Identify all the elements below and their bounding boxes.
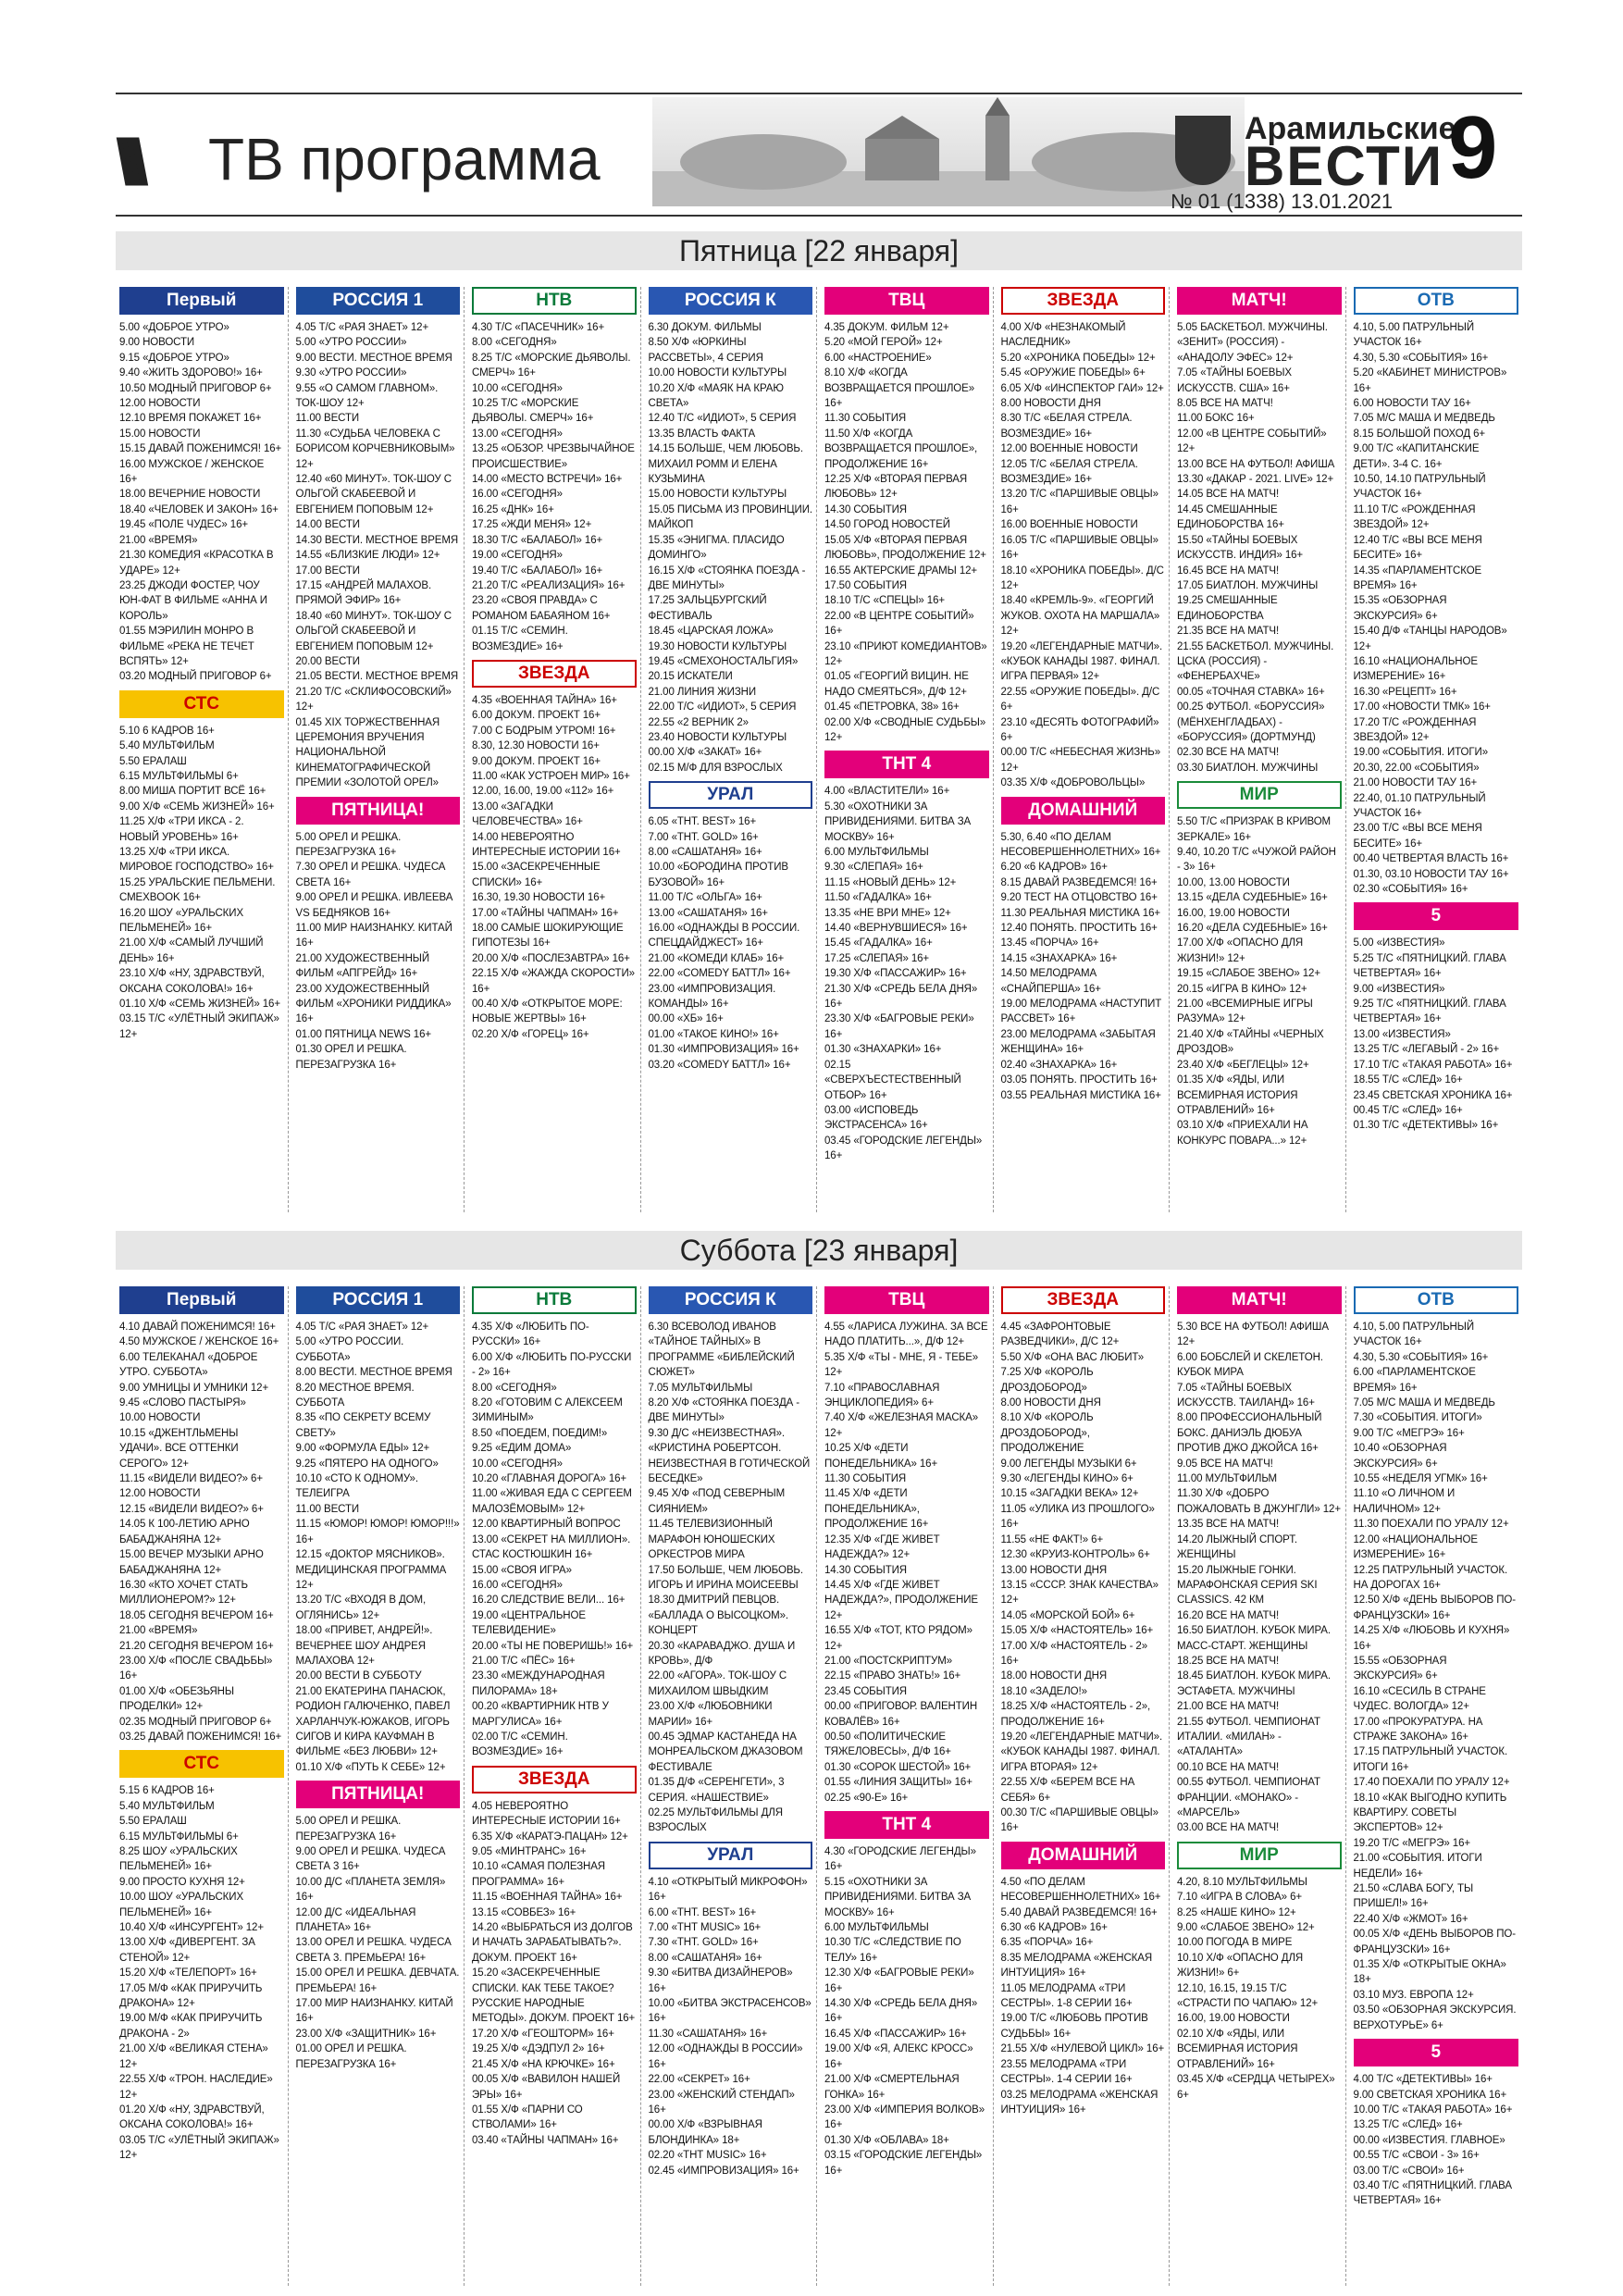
channel-program-list: 5.30, 6.40 «ПО ДЕЛАМ НЕСОВЕРШЕННОЛЕТНИХ» 16+ 6.20 «6 КАДРОВ» 16+ 8.15 ДАВАЙ РАЗВЕДЕМСЯ! 16+ 9.20 ТЕСТ НА ОТЦОВСТВО 16+ 11.30 РЕАЛЬНАЯ МИСТИКА 16+ 12.40 ПОНЯТЬ. ПРОСТИТЬ 16+ 13.45 «ПОРЧА» 16+ 14.15 «ЗНАХАРКА» 16+ 14.50 МЕЛОДРАМА «СНАЙПЕРША» 16+ 19.00 МЕЛОДРАМА «НАСТУПИТ РАССВЕТ» 16+ 23.00 МЕЛОДРАМА «ЗАБЫТАЯ ЖЕНЩИНА» 16+ 02.40 «ЗНАХАРКА» 16+ 03.05 ПОНЯТЬ. ПРОСТИТЬ 16+ 03.55 РЕАЛЬНАЯ МИСТИКА 16+ <box>1000 831 1162 1101</box>
channel-logo: РОССИЯ 1 <box>296 1286 461 1314</box>
channel-program-list: 4.35 ДОКУМ. ФИЛЬМ 12+ 5.20 «МОЙ ГЕРОЙ» 12+ 6.00 «НАСТРОЕНИЕ» 8.10 Х/Ф «КОГДА ВОЗВРАЩАЕТСЯ ПРОШЛОЕ» 16+ 11.30 СОБЫТИЯ 11.50 Х/Ф «КОГДА ВОЗВРАЩАЕТСЯ ПРОШЛОЕ», ПРОДОЛЖЕНИЕ 16+ 12.25 Х/Ф «ВТОРАЯ ПЕРВАЯ ЛЮБОВЬ» 12+ 14.30 СОБЫТИЯ 14.50 ГОРОД НОВОСТЕЙ 15.05 Х/Ф «ВТОРАЯ ПЕРВАЯ ЛЮБОВЬ», ПРОДОЛЖЕНИЕ 12+ 16.55 АКТЕРСКИЕ ДРАМЫ 12+ 17.50 СОБЫТИЯ 18.10 Т/С «СПЕЦЫ» 16+ 22.00 «В ЦЕНТРЕ СОБЫТИЙ» 16+ 23.10 «ПРИЮТ КОМЕДИАНТОВ» 12+ 01.05 «ГЕОРГИЙ ВИЦИН. НЕ НАДО СМЕЯТЬСЯ», Д/Ф 12+ 01.45 «ПЕТРОВКА, 38» 16+ 02.00 Х/Ф «СВОДНЫЕ СУДЬБЫ» 12+ <box>824 322 987 743</box>
channel-program-list: 5.00 «ДОБРОЕ УТРО» 9.00 НОВОСТИ 9.15 «ДОБРОЕ УТРО» 9.40 «ЖИТЬ ЗДОРОВО!» 16+ 10.50 МОДНЫЙ ПРИГОВОР 6+ 12.00 НОВОСТИ 12.10 ВРЕМЯ ПОКАЖЕТ 16+ 15.00 НОВОСТИ 15.15 ДАВАЙ ПОЖЕНИМСЯ! 16+ 16.00 МУЖСКОЕ / ЖЕНСКОЕ 16+ 18.00 ВЕЧЕРНИЕ НОВОСТИ 18.40 «ЧЕЛОВЕК И ЗАКОН» 16+ 19.45 «ПОЛЕ ЧУДЕС» 16+ 21.00 «ВРЕМЯ» 21.30 КОМЕДИЯ «КРАСОТКА В УДАРЕ» 12+ 23.25 ДЖОДИ ФОСТЕР, ЧОУ ЮН-ФАТ В ФИЛЬМЕ «АННА И КОРОЛЬ» 01.55 МЭРИЛИН МОНРО В ФИЛЬМЕ «РЕКА НЕ ТЕЧЕТ ВСПЯТЬ» 12+ 03.20 МОДНЫЙ ПРИГОВОР 6+ <box>119 322 282 683</box>
schedule-column <box>292 287 465 1212</box>
channel-program-list: 4.20, 8.10 МУЛЬТФИЛЬМЫ 7.10 «ИГРА В СЛОВА» 6+ 8.25 «НАШЕ КИНО» 12+ 9.00 «СЛАБОЕ ЗВЕНО» 12+ 10.00 ПОГОДА В МИРЕ 10.10 Х/Ф «ОПАСНО ДЛЯ ЖИЗНИ!» 6+ 12.10, 16.15, 19.15 Т/С «СТРАСТИ ПО ЧАПАЮ» 12+ 16.00, 19.00 НОВОСТИ 02.10 Х/Ф «ЯДЫ, ИЛИ ВСЕМИРНАЯ ИСТОРИЯ ОТРАВЛЕНИЙ» 16+ 03.45 Х/Ф «СЕРДЦА ЧЕТЫРЕХ» 6+ <box>1177 1876 1335 2101</box>
channel-logo: ТВЦ <box>824 287 989 315</box>
schedule-column <box>1173 287 1346 1212</box>
channel-program-list: 4.10 ДАВАЙ ПОЖЕНИМСЯ! 16+ 4.50 МУЖСКОЕ / ЖЕНСКОЕ 16+ 6.00 ТЕЛЕКАНАЛ «ДОБРОЕ УТРО. СУББОТА» 9.00 УМНИЦЫ И УМНИКИ 12+ 9.45 «СЛОВО ПАСТЫРЯ» 10.00 НОВОСТИ 10.15 «ДЖЕНТЛЬМЕНЫ УДАЧИ». ВСЕ ОТТЕНКИ СЕРОГО» 12+ 11.15 «ВИДЕЛИ ВИДЕО?» 6+ 12.00 НОВОСТИ 12.15 «ВИДЕЛИ ВИДЕО?» 6+ 14.05 К 100-ЛЕТИЮ АРНО БАБАДЖАНЯНА 12+ 15.00 ВЕЧЕР МУЗЫКИ АРНО БАБАДЖАНЯНА 12+ 16.30 «КТО ХОЧЕТ СТАТЬ МИЛЛИОНЕРОМ?» 12+ 18.05 СЕГОДНЯ ВЕЧЕРОМ 16+ 21.00 «ВРЕМЯ» 21.20 СЕГОДНЯ ВЕЧЕРОМ 16+ 23.00 Х/Ф «ПОСЛЕ СВАДЬБЫ» 16+ 01.00 Х/Ф «ОБЕЗЬЯНЫ ПРОДЕЛКИ» 12+ 02.35 МОДНЫЙ ПРИГОВОР 6+ 03.25 ДАВАЙ ПОЖЕНИМСЯ! 16+ <box>119 1322 282 1743</box>
channel-logo: НТВ <box>472 287 637 315</box>
top-rule <box>116 93 1522 94</box>
header-rule <box>116 215 1522 217</box>
schedule-column <box>116 287 289 1212</box>
channel-program-list: 5.05 БАСКЕТБОЛ. МУЖЧИНЫ. «ЗЕНИТ» (РОССИЯ) - «АНАДОЛУ ЭФЕС» 12+ 7.05 «ТАЙНЫ БОЕВЫХ ИСКУССТВ. США» 16+ 8.05 ВСЕ НА МАТЧ! 11.00 БОКС 16+ 12.00 «В ЦЕНТРЕ СОБЫТИЙ» 12+ 13.00 ВСЕ НА ФУТБОЛ! АФИША 13.30 «ДАКАР - 2021. LIVE» 12+ 14.05 ВСЕ НА МАТЧ! 14.45 СМЕШАННЫЕ ЕДИНОБОРСТВА 16+ 15.50 «ТАЙНЫ БОЕВЫХ ИСКУССТВ. ИНДИЯ» 16+ 16.45 ВСЕ НА МАТЧ! 17.05 БИАТЛОН. МУЖЧИНЫ 19.25 СМЕШАННЫЕ ЕДИНОБОРСТВА 21.35 ВСЕ НА МАТЧ! 21.55 БАСКЕТБОЛ. МУЖЧИНЫ. ЦСКА (РОССИЯ) - «ФЕНЕРБАХЧЕ» 00.05 «ТОЧНАЯ СТАВКА» 16+ 00.25 ФУТБОЛ. «БОРУССИЯ» (МЁНХЕНГЛАДБАХ) - «БОРУССИЯ» (ДОРТМУНД) 02.30 ВСЕ НА МАТЧ! 03.30 БИАТЛОН. МУЖЧИНЫ <box>1177 322 1335 774</box>
masthead <box>116 97 1522 213</box>
channel-program-list: 4.10, 5.00 ПАТРУЛЬНЫЙ УЧАСТОК 16+ 4.30, 5.30 «СОБЫТИЯ» 16+ 6.00 «ПАРЛАМЕНТСКОЕ ВРЕМЯ» 16+ 7.05 М/С МАША И МЕДВЕДЬ 7.30 «СОБЫТИЯ. ИТОГИ» 9.00 Т/С «МЕГРЭ» 16+ 10.40 «ОБЗОРНАЯ ЭКСКУРСИЯ» 6+ 10.55 «НЕДЕЛЯ УГМК» 16+ 11.10 «О ЛИЧНОМ И НАЛИЧНОМ» 12+ 11.30 ПОЕХАЛИ ПО УРАЛУ 12+ 12.00 «НАЦИОНАЛЬНОЕ ИЗМЕРЕНИЕ» 16+ 12.25 ПАТРУЛЬНЫЙ УЧАСТОК. НА ДОРОГАХ 16+ 12.50 Х/Ф «ДЕНЬ ВЫБОРОВ ПО-ФРАНЦУЗСКИ» 16+ 14.25 Х/Ф «ЛЮБОВЬ И КУХНЯ» 16+ 15.55 «ОБЗОРНАЯ ЭКСКУРСИЯ» 6+ 16.10 «СЕСИЛЬ В СТРАНЕ ЧУДЕС. ВОЛОГДА» 12+ 17.00 «ПРОКУРАТУРА. НА СТРАЖЕ ЗАКОНА» 16+ 17.15 ПАТРУЛЬНЫЙ УЧАСТОК. ИТОГИ 16+ 17.40 ПОЕХАЛИ ПО УРАЛУ 12+ 18.10 «КАК ВЫГОДНО КУПИТЬ КВАРТИРУ. СОВЕТЫ ЭКСПЕРТОВ» 12+ 19.20 Т/С «МЕГРЭ» 16+ 21.00 «СОБЫТИЯ. ИТОГИ НЕДЕЛИ» 16+ 21.50 «СЛАВА БОГУ, ТЫ ПРИШЕЛ!» 16+ 22.40 Х/Ф «ЖМОТ» 16+ 00.05 Х/Ф «ДЕНЬ ВЫБОРОВ ПО-ФРАНЦУЗСКИ» 16+ 01.35 Х/Ф «ОТКРЫТЫЕ ОКНА» 18+ 03.10 МУЗ. ЕВРОПА 12+ 03.50 «ОБЗОРНАЯ ЭКСКУРСИЯ. ВЕРХОТУРЬЕ» 6+ <box>1353 1322 1517 2031</box>
channel-logo: МАТЧ! <box>1177 1286 1342 1314</box>
schedule-column <box>997 1286 1171 2286</box>
schedule-column <box>997 287 1171 1212</box>
schedule-column <box>116 1286 289 2286</box>
channel-program-list: 4.35 «ВОЕННАЯ ТАЙНА» 16+ 6.00 ДОКУМ. ПРОЕКТ 16+ 7.00 С БОДРЫМ УТРОМ! 16+ 8.30, 12.30 НОВОСТИ 16+ 9.00 ДОКУМ. ПРОЕКТ 16+ 11.00 «КАК УСТРОЕН МИР» 16+ 12.00, 16.00, 19.00 «112» 16+ 13.00 «ЗАГАДКИ ЧЕЛОВЕЧЕСТВА» 16+ 14.00 НЕВЕРОЯТНО ИНТЕРЕСНЫЕ ИСТОРИИ 16+ 15.00 «ЗАСЕКРЕЧЕННЫЕ СПИСКИ» 16+ 16.30, 19.30 НОВОСТИ 16+ 17.00 «ТАЙНЫ ЧАПМАН» 16+ 18.00 САМЫЕ ШОКИРУЮЩИЕ ГИПОТЕЗЫ 16+ 20.00 Х/Ф «ПОСЛЕЗАВТРА» 16+ 22.15 Х/Ф «ЖАЖДА СКОРОСТИ» 16+ 00.40 Х/Ф «ОТКРЫТОЕ МОРЕ: НОВЫЕ ЖЕРТВЫ» 16+ 02.20 Х/Ф «ГОРЕЦ» 16+ <box>472 694 635 1040</box>
channel-logo: СТС <box>119 1750 284 1778</box>
channel-program-list: 4.30 «ГОРОДСКИЕ ЛЕГЕНДЫ» 16+ 5.15 «ОХОТНИКИ ЗА ПРИВИДЕНИЯМИ. БИТВА ЗА МОСКВУ» 16+ 6.00 МУЛЬТФИЛЬМЫ 10.30 Т/С «СЛЕДСТВИЕ ПО ТЕЛУ» 16+ 12.30 Х/Ф «БАГРОВЫЕ РЕКИ» 16+ 14.30 Х/Ф «СРЕДЬ БЕЛА ДНЯ» 16+ 16.45 Х/Ф «ПАССАЖИР» 16+ 19.00 Х/Ф «Я, АЛЕКС КРОСС» 16+ 21.00 Х/Ф «СМЕРТЕЛЬНАЯ ГОНКА» 16+ 23.00 Х/Ф «ИМПЕРИЯ ВОЛКОВ» 16+ 01.30 Х/Ф «ОБЛАВА» 18+ 03.15 «ГОРОДСКИЕ ЛЕГЕНДЫ» 16+ <box>824 1846 985 2177</box>
channel-logo: ТНТ 4 <box>824 1811 989 1839</box>
channel-program-list: 4.00 Х/Ф «НЕЗНАКОМЫЙ НАСЛЕДНИК» 5.20 «ХРОНИКА ПОБЕДЫ» 12+ 5.45 «ОРУЖИЕ ПОБЕДЫ» 6+ 6.05 Х/Ф «ИНСПЕКТОР ГАИ» 12+ 8.00 НОВОСТИ ДНЯ 8.30 Т/С «БЕЛАЯ СТРЕЛА. ВОЗМЕЗДИЕ» 16+ 12.00 ВОЕННЫЕ НОВОСТИ 12.05 Т/С «БЕЛАЯ СТРЕЛА. ВОЗМЕЗДИЕ» 16+ 13.20 Т/С «ПАРШИВЫЕ ОВЦЫ» 16+ 16.00 ВОЕННЫЕ НОВОСТИ 16.05 Т/С «ПАРШИВЫЕ ОВЦЫ» 16+ 18.10 «ХРОНИКА ПОБЕДЫ». Д/С 12+ 18.40 «КРЕМЛЬ-9». «ГЕОРГИЙ ЖУКОВ. ОХОТА НА МАРШАЛА» 12+ 19.20 «ЛЕГЕНДАРНЫЕ МАТЧИ». «КУБОК КАНАДЫ 1987. ФИНАЛ. ИГРА ПЕРВАЯ» 12+ 22.55 «ОРУЖИЕ ПОБЕДЫ». Д/С 6+ 23.10 «ДЕСЯТЬ ФОТОГРАФИЙ» 6+ 00.00 Т/С «НЕБЕСНАЯ ЖИЗНЬ» 12+ 03.35 Х/Ф «ДОБРОВОЛЬЦЫ» <box>1000 322 1164 789</box>
channel-program-list: 6.30 ДОКУМ. ФИЛЬМЫ 8.50 Х/Ф «ЮРКИНЫ РАССВЕТЫ», 4 СЕРИЯ 10.00 НОВОСТИ КУЛЬТУРЫ 10.20 Х/Ф «МАЯК НА КРАЮ СВЕТА» 12.40 Т/С «ИДИОТ», 5 СЕРИЯ 13.35 ВЛАСТЬ ФАКТА 14.15 БОЛЬШЕ, ЧЕМ ЛЮБОВЬ. МИХАИЛ РОММ И ЕЛЕНА КУЗЬМИНА 15.00 НОВОСТИ КУЛЬТУРЫ 15.05 ПИСЬМА ИЗ ПРОВИНЦИИ. МАЙКОП 15.35 «ЭНИГМА. ПЛАСИДО ДОМИНГО» 16.15 Х/Ф «СТОЯНКА ПОЕЗДА - ДВЕ МИНУТЫ» 17.25 ЗАЛЬЦБУРГСКИЙ ФЕСТИВАЛЬ 18.45 «ЦАРСКАЯ ЛОЖА» 19.30 НОВОСТИ КУЛЬТУРЫ 19.45 «СМЕХОНОСТАЛЬГИЯ» 20.15 ИСКАТЕЛИ 21.00 ЛИНИЯ ЖИЗНИ 22.00 Т/С «ИДИОТ», 5 СЕРИЯ 22.55 «2 ВЕРНИК 2» 23.40 НОВОСТИ КУЛЬТУРЫ 00.00 Х/Ф «ЗАКАТ» 16+ 02.15 М/Ф ДЛЯ ВЗРОСЛЫХ <box>648 322 812 774</box>
day-heading-saturday: Суббота [23 января] <box>116 1231 1522 1270</box>
channel-logo: ЗВЕЗДА <box>472 660 637 688</box>
channel-logo: ПЯТНИЦА! <box>296 797 461 825</box>
channel-logo: ДОМАШНИЙ <box>1001 797 1166 825</box>
channel-logo: СТС <box>119 690 284 718</box>
channel-program-list: 5.30 ВСЕ НА ФУТБОЛ! АФИША 12+ 6.00 БОБСЛЕЙ И СКЕЛЕТОН. КУБОК МИРА 7.05 «ТАЙНЫ БОЕВЫХ ИСКУССТВ. ТАИЛАНД» 16+ 8.00 ПРОФЕССИОНАЛЬНЫЙ БОКС. ДАНИЭЛЬ ДЮБУА ПРОТИВ ДЖО ДЖОЙСА 16+ 9.05 ВСЕ НА МАТЧ! 11.00 МУЛЬТФИЛЬМ 11.30 Х/Ф «ДОБРО ПОЖАЛОВАТЬ В ДЖУНГЛИ» 12+ 13.35 ВСЕ НА МАТЧ! 14.20 ЛЫЖНЫЙ СПОРТ. ЖЕНЩИНЫ 15.20 ЛЫЖНЫЕ ГОНКИ. МАРАФОНСКАЯ СЕРИЯ SKI CLASSICS. 42 КМ 16.20 ВСЕ НА МАТЧ! 16.50 БИАТЛОН. КУБОК МИРА. МАСС-СТАРТ. ЖЕНЩИНЫ 18.25 ВСЕ НА МАТЧ! 18.45 БИАТЛОН. КУБОК МИРА. ЭСТАФЕТА. МУЖЧИНЫ 21.00 ВСЕ НА МАТЧ! 21.55 ФУТБОЛ. ЧЕМПИОНАТ ИТАЛИИ. «МИЛАН» - «АТАЛАНТА» 00.10 ВСЕ НА МАТЧ! 00.55 ФУТБОЛ. ЧЕМПИОНАТ ФРАНЦИИ. «МОНАКО» - «МАРСЕЛЬ» 03.00 ВСЕ НА МАТЧ! <box>1177 1322 1341 1834</box>
channel-program-list: 5.10 6 КАДРОВ 16+ 5.40 МУЛЬТФИЛЬМ 5.50 ЕРАЛАШ 6.15 МУЛЬТФИЛЬМЫ 6+ 8.00 МИША ПОРТИТ ВСЁ 16+ 9.00 Х/Ф «СЕМЬ ЖИЗНЕЙ» 16+ 11.25 Х/Ф «ТРИ ИКСА - 2. НОВЫЙ УРОВЕНЬ» 16+ 13.25 Х/Ф «ТРИ ИКСА. МИРОВОЕ ГОСПОДСТВО» 16+ 15.25 УРАЛЬСКИЕ ПЕЛЬМЕНИ. СМЕХBOOK 16+ 16.20 ШОУ «УРАЛЬСКИХ ПЕЛЬМЕНЕЙ» 16+ 21.00 Х/Ф «САМЫЙ ЛУЧШИЙ ДЕНЬ» 16+ 23.10 Х/Ф «НУ, ЗДРАВСТВУЙ, ОКСАНА СОКОЛОВА!» 16+ 01.10 Х/Ф «СЕМЬ ЖИЗНЕЙ» 16+ 03.15 Т/С «УЛЁТНЫЙ ЭКИПАЖ» 12+ <box>119 725 280 1040</box>
channel-logo: ДОМАШНИЙ <box>1001 1842 1166 1869</box>
channel-program-list: 4.10 «ОТКРЫТЫЙ МИКРОФОН» 16+ 6.00 «ТНТ. BEST» 16+ 7.00 «ТНТ MUSIC» 16+ 7.30 «ТНТ. GOLD» 16+ 8.00 «САШАТАНЯ» 16+ 9.30 «БИТВА ДИЗАЙНЕРОВ» 16+ 10.00 «БИТВА ЭКСТРАСЕНСОВ» 16+ 11.30 «САШАТАНЯ» 16+ 12.00 «ОДНАЖДЫ В РОССИИ» 16+ 22.00 «СЕКРЕТ» 16+ 23.00 «ЖЕНСКИЙ СТЕНДАП» 16+ 00.00 Х/Ф «ВЗРЫВНАЯ БЛОНДИНКА» 18+ 02.20 «ТНТ MUSIC» 16+ 02.45 «ИМПРОВИЗАЦИЯ» 16+ <box>648 1876 812 2177</box>
channel-logo: Первый <box>119 1286 284 1314</box>
channel-program-list: 4.05 Т/С «РАЯ ЗНАЕТ» 12+ 5.00 «УТРО РОССИИ. СУББОТА» 8.00 ВЕСТИ. МЕСТНОЕ ВРЕМЯ 8.20 МЕСТНОЕ ВРЕМЯ. СУББОТА 8.35 «ПО СЕКРЕТУ ВСЕМУ СВЕТУ» 9.00 «ФОРМУЛА ЕДЫ» 12+ 9.25 «ПЯТЕРО НА ОДНОГО» 10.10 «СТО К ОДНОМУ». ТЕЛЕИГРА 11.00 ВЕСТИ 11.15 «ЮМОР! ЮМОР! ЮМОР!!!» 16+ 12.15 «ДОКТОР МЯСНИКОВ». МЕДИЦИНСКАЯ ПРОГРАММА 12+ 13.20 Т/С «ВХОДЯ В ДОМ, ОГЛЯНИСЬ» 12+ 18.00 «ПРИВЕТ, АНДРЕЙ!». ВЕЧЕРНЕЕ ШОУ АНДРЕЯ МАЛАХОВА 12+ 20.00 ВЕСТИ В СУББОТУ 21.00 ЕКАТЕРИНА ПАНАСЮК, РОДИОН ГАЛЮЧЕНКО, ПАВЕЛ ХАРЛАНЧУК-ЮЖАКОВ, ИГОРЬ СИГОВ И КИРА КАУФМАН В ФИЛЬМЕ «БЕЗ ЛЮБВИ» 12+ 01.10 Х/Ф «ПУТЬ К СЕБЕ» 12+ <box>295 1322 460 1773</box>
channel-program-list: 4.30 Т/С «ПАСЕЧНИК» 16+ 8.00 «СЕГОДНЯ» 8.25 Т/С «МОРСКИЕ ДЬЯВОЛЫ. СМЕРЧ» 16+ 10.00 «СЕГОДНЯ» 10.25 Т/С «МОРСКИЕ ДЬЯВОЛЫ. СМЕРЧ» 16+ 13.00 «СЕГОДНЯ» 13.25 «ОБЗОР. ЧРЕЗВЫЧАЙНОЕ ПРОИСШЕСТВИЕ» 14.00 «МЕСТО ВСТРЕЧИ» 16+ 16.00 «СЕГОДНЯ» 16.25 «ДНК» 16+ 17.25 «ЖДИ МЕНЯ» 12+ 18.30 Т/С «БАЛАБОЛ» 16+ 19.00 «СЕГОДНЯ» 19.40 Т/С «БАЛАБОЛ» 16+ 21.20 Т/С «РЕАЛИЗАЦИЯ» 16+ 23.20 «СВОЯ ПРАВДА» С РОМАНОМ БАБАЯНОМ 16+ 01.15 Т/С «СЕМИН. ВОЗМЕЗДИЕ» 16+ <box>472 322 635 652</box>
channel-program-list: 6.05 «ТНТ. BEST» 16+ 7.00 «ТНТ. GOLD» 16+ 8.00 «САШАТАНЯ» 16+ 10.00 «БОРОДИНА ПРОТИВ БУЗОВОЙ» 16+ 11.00 Т/С «ОЛЬГА» 16+ 13.00 «САШАТАНЯ» 16+ 16.00 «ОДНАЖДЫ В РОССИИ. СПЕЦДАЙДЖЕСТ» 16+ 21.00 «КОМЕДИ КЛАБ» 16+ 22.00 «COMEDY БАТТЛ» 16+ 23.00 «ИМПРОВИЗАЦИЯ. КОМАНДЫ» 16+ 00.00 «ХБ» 16+ 01.00 «ТАКОЕ КИНО!» 16+ 01.30 «ИМПРОВИЗАЦИЯ» 16+ 03.20 «COMEDY БАТТЛ» 16+ <box>648 816 800 1071</box>
logo-top-text: Арамильские <box>1245 111 1456 146</box>
city-crest-icon <box>1175 116 1231 185</box>
channel-program-list: 4.55 «ЛАРИСА ЛУЖИНА. ЗА ВСЕ НАДО ПЛАТИТЬ...», Д/Ф 12+ 5.35 Х/Ф «ТЫ - МНЕ, Я - ТЕБЕ» 12+ 7.10 «ПРАВОСЛАВНАЯ ЭНЦИКЛОПЕДИЯ» 6+ 7.40 Х/Ф «ЖЕЛЕЗНАЯ МАСКА» 12+ 10.25 Х/Ф «ДЕТИ ПОНЕДЕЛЬНИКА» 16+ 11.30 СОБЫТИЯ 11.45 Х/Ф «ДЕТИ ПОНЕДЕЛЬНИКА», ПРОДОЛЖЕНИЕ 16+ 12.35 Х/Ф «ГДЕ ЖИВЕТ НАДЕЖДА?» 12+ 14.30 СОБЫТИЯ 14.45 Х/Ф «ГДЕ ЖИВЕТ НАДЕЖДА?», ПРОДОЛЖЕНИЕ 12+ 16.55 Х/Ф «ТОТ, КТО РЯДОМ» 12+ 21.00 «ПОСТСКРИПТУМ» 22.15 «ПРАВО ЗНАТЬ!» 16+ 23.45 СОБЫТИЯ 00.00 «ПРИГОВОР. ВАЛЕНТИН КОВАЛЁВ» 16+ 00.50 «ПОЛИТИЧЕСКИЕ ТЯЖЕЛОВЕСЫ», Д/Ф 16+ 01.30 «СОРОК ШЕСТОЙ» 16+ 01.55 «ЛИНИЯ ЗАЩИТЫ» 16+ 02.25 «90-Е» 16+ <box>824 1322 988 1804</box>
channel-logo: ПЯТНИЦА! <box>296 1781 461 1808</box>
channel-logo: ТВЦ <box>824 1286 989 1314</box>
channel-program-list: 5.00 ОРЕЛ И РЕШКА. ПЕРЕЗАГРУЗКА 16+ 9.00 ОРЕЛ И РЕШКА. ЧУДЕСА СВЕТА 3 16+ 10.00 Д/С «ПЛАНЕТА ЗЕМЛЯ» 16+ 12.00 Д/С «ИДЕАЛЬНАЯ ПЛАНЕТА» 16+ 13.00 ОРЕЛ И РЕШКА. ЧУДЕСА СВЕТА 3. ПРЕМЬЕРА! 16+ 15.00 ОРЕЛ И РЕШКА. ДЕВЧАТА. ПРЕМЬЕРА! 16+ 17.00 МИР НАИЗНАНКУ. КИТАЙ 16+ 23.00 Х/Ф «ЗАЩИТНИК» 16+ 01.00 ОРЕЛ И РЕШКА. ПЕРЕЗАГРУЗКА 16+ <box>295 1816 460 2070</box>
schedule-column <box>1173 1286 1346 2286</box>
schedule-column <box>468 287 641 1212</box>
schedule-column <box>645 287 818 1212</box>
channel-logo: РОССИЯ К <box>649 1286 813 1314</box>
channel-program-list: 4.05 НЕВЕРОЯТНО ИНТЕРЕСНЫЕ ИСТОРИИ 16+ 6.35 Х/Ф «КАРАТЭ-ПАЦАН» 12+ 9.05 «МИНТРАНС» 16+ 10.10 «САМАЯ ПОЛЕЗНАЯ ПРОГРАММА» 16+ 11.15 «ВОЕННАЯ ТАЙНА» 16+ 13.15 «СОВБЕЗ» 16+ 14.20 «ВЫБРАТЬСЯ ИЗ ДОЛГОВ И НАЧАТЬ ЗАРАБАТЫВАТЬ?». ДОКУМ. ПРОЕКТ 16+ 15.20 «ЗАСЕКРЕЧЕННЫЕ СПИСКИ. КАК ТЕБЕ ТАКОЕ? РУССКИЕ НАРОДНЫЕ МЕТОДЫ». ДОКУМ. ПРОЕКТ 16+ 17.20 Х/Ф «ГЕОШТОРМ» 16+ 19.25 Х/Ф «ДЭДПУЛ 2» 16+ 21.45 Х/Ф «НА КРЮЧКЕ» 16+ 00.05 Х/Ф «ВАВИЛОН НАШЕЙ ЭРЫ» 16+ 01.55 Х/Ф «ПАРНИ СО СТВОЛАМИ» 16+ 03.40 «ТАЙНЫ ЧАПМАН» 16+ <box>472 1800 636 2146</box>
channel-program-list: 4.00 Т/С «ДЕТЕКТИВЫ» 16+ 9.00 СВЕТСКАЯ ХРОНИКА 16+ 10.00 Т/С «ТАКАЯ РАБОТА» 16+ 13.25 Т/С «СЛЕД» 16+ 00.00 «ИЗВЕСТИЯ. ГЛАВНОЕ» 00.55 Т/С «СВОИ - 3» 16+ 03.00 Т/С «СВОИ» 16+ 03.40 Т/С «ПЯТНИЦКИЙ. ГЛАВА ЧЕТВЕРТАЯ» 16+ <box>1353 2074 1513 2207</box>
schedule-column <box>468 1286 641 2286</box>
channel-program-list: 4.35 Х/Ф «ЛЮБИТЬ ПО-РУССКИ» 16+ 6.00 Х/Ф «ЛЮБИТЬ ПО-РУССКИ - 2» 16+ 8.00 «СЕГОДНЯ» 8.20 «ГОТОВИМ С АЛЕКСЕЕМ ЗИМИНЫМ» 8.50 «ПОЕДЕМ, ПОЕДИМ!» 9.25 «ЕДИМ ДОМА» 10.00 «СЕГОДНЯ» 10.20 «ГЛАВНАЯ ДОРОГА» 16+ 11.00 «ЖИВАЯ ЕДА С СЕРГЕЕМ МАЛОЗЁМОВЫМ» 12+ 12.00 КВАРТИРНЫЙ ВОПРОС 13.00 «СЕКРЕТ НА МИЛЛИОН». СТАС КОСТЮШКИН 16+ 15.00 «СВОЯ ИГРА» 16.00 «СЕГОДНЯ» 16.20 СЛЕДСТВИЕ ВЕЛИ... 16+ 19.00 «ЦЕНТРАЛЬНОЕ ТЕЛЕВИДЕНИЕ» 20.00 «ТЫ НЕ ПОВЕРИШЬ!» 16+ 21.00 Т/С «ПЁС» 16+ 23.30 «МЕЖДУНАРОДНАЯ ПИЛОРАМА» 18+ 00.20 «КВАРТИРНИК НТВ У МАРГУЛИСА» 16+ 02.00 Т/С «СЕМИН. ВОЗМЕЗДИЕ» 16+ <box>472 1322 634 1758</box>
channel-logo: МАТЧ! <box>1177 287 1342 315</box>
channel-program-list: 4.10, 5.00 ПАТРУЛЬНЫЙ УЧАСТОК 16+ 4.30, 5.30 «СОБЫТИЯ» 16+ 5.20 «КАБИНЕТ МИНИСТРОВ» 16+ 6.00 НОВОСТИ ТАУ 16+ 7.05 М/С МАША И МЕДВЕДЬ 8.15 БОЛЬШОЙ ПОХОД 6+ 9.00 Т/С «КАПИТАНСКИЕ ДЕТИ». 3-4 С. 16+ 10.50, 14.10 ПАТРУЛЬНЫЙ УЧАСТОК 16+ 11.10 Т/С «РОЖДЕННАЯ ЗВЕЗДОЙ» 12+ 12.40 Т/С «ВЫ ВСЕ МЕНЯ БЕСИТЕ» 16+ 14.35 «ПАРЛАМЕНТСКОЕ ВРЕМЯ» 16+ 15.35 «ОБЗОРНАЯ ЭКСКУРСИЯ» 6+ 15.40 Д/Ф «ТАНЦЫ НАРОДОВ» 12+ 16.10 «НАЦИОНАЛЬНОЕ ИЗМЕРЕНИЕ» 16+ 16.30 «РЕЦЕПТ» 16+ 17.00 «НОВОСТИ ТМК» 16+ 17.20 Т/С «РОЖДЕННАЯ ЗВЕЗДОЙ» 12+ 19.00 «СОБЫТИЯ. ИТОГИ» 20.30, 22.00 «СОБЫТИЯ» 21.00 НОВОСТИ ТАУ 16+ 22.40, 01.10 ПАТРУЛЬНЫЙ УЧАСТОК 16+ 23.00 Т/С «ВЫ ВСЕ МЕНЯ БЕСИТЕ» 16+ 00.40 ЧЕТВЕРТАЯ ВЛАСТЬ 16+ 01.30, 03.10 НОВОСТИ ТАУ 16+ 02.30 «СОБЫТИЯ» 16+ <box>1353 322 1509 896</box>
channel-logo: РОССИЯ 1 <box>296 287 461 315</box>
channel-logo: РОССИЯ К <box>649 287 813 315</box>
logo-main-text: ВЕСТИ <box>1245 135 1443 197</box>
channel-logo: ОТВ <box>1354 1286 1519 1314</box>
channel-program-list: 4.05 Т/С «РАЯ ЗНАЕТ» 12+ 5.00 «УТРО РОССИИ» 9.00 ВЕСТИ. МЕСТНОЕ ВРЕМЯ 9.30 «УТРО РОССИИ» 9.55 «О САМОМ ГЛАВНОМ». ТОК-ШОУ 12+ 11.00 ВЕСТИ 11.30 «СУДЬБА ЧЕЛОВЕКА С БОРИСОМ КОРЧЕВНИКОВЫМ» 12+ 12.40 «60 МИНУТ». ТОК-ШОУ С ОЛЬГОЙ СКАБЕЕВОЙ И ЕВГЕНИЕМ ПОПОВЫМ 12+ 14.00 ВЕСТИ 14.30 ВЕСТИ. МЕСТНОЕ ВРЕМЯ 14.55 «БЛИЗКИЕ ЛЮДИ» 12+ 17.00 ВЕСТИ 17.15 «АНДРЕЙ МАЛАХОВ. ПРЯМОЙ ЭФИР» 16+ 18.40 «60 МИНУТ». ТОК-ШОУ С ОЛЬГОЙ СКАБЕЕВОЙ И ЕВГЕНИЕМ ПОПОВЫМ 12+ 20.00 ВЕСТИ 21.05 ВЕСТИ. МЕСТНОЕ ВРЕМЯ 21.20 Т/С «СКЛИФОСОВСКИЙ» 12+ 01.45 XIX ТОРЖЕСТВЕННАЯ ЦЕРЕМОНИЯ ВРУЧЕНИЯ НАЦИОНАЛЬНОЙ КИНЕМАТОГРАФИЧЕСКОЙ ПРЕМИИ «ЗОЛОТОЙ ОРЕЛ» <box>295 322 459 789</box>
channel-logo: Первый <box>119 287 284 315</box>
schedule-column <box>1350 1286 1523 2286</box>
channel-program-list: 4.00 «ВЛАСТИТЕЛИ» 16+ 5.30 «ОХОТНИКИ ЗА ПРИВИДЕНИЯМИ. БИТВА ЗА МОСКВУ» 16+ 6.00 МУЛЬТФИЛЬМЫ 9.30 «СЛЕПАЯ» 16+ 11.15 «НОВЫЙ ДЕНЬ» 12+ 11.50 «ГАДАЛКА» 16+ 13.35 «НЕ ВРИ МНЕ» 12+ 14.40 «ВЕРНУВШИЕСЯ» 16+ 15.45 «ГАДАЛКА» 16+ 17.25 «СЛЕПАЯ» 16+ 19.30 Х/Ф «ПАССАЖИР» 16+ 21.30 Х/Ф «СРЕДЬ БЕЛА ДНЯ» 16+ 23.30 Х/Ф «БАГРОВЫЕ РЕКИ» 16+ 01.30 «ЗНАХАРКИ» 16+ 02.15 «СВЕРХЪЕСТЕСТВЕННЫЙ ОТБОР» 16+ 03.00 «ИСПОВЕДЬ ЭКСТРАСЕНСА» 16+ 03.45 «ГОРОДСКИЕ ЛЕГЕНДЫ» 16+ <box>824 786 983 1162</box>
channel-logo: 5 <box>1354 902 1519 930</box>
section-slashes-icon: \\\\ <box>116 126 136 198</box>
schedule-column <box>1350 287 1523 1212</box>
channel-program-list: 4.50 «ПО ДЕЛАМ НЕСОВЕРШЕННОЛЕТНИХ» 16+ 5.40 ДАВАЙ РАЗВЕДЕМСЯ! 16+ 6.30 «6 КАДРОВ» 16+ 6.35 «ПОРЧА» 16+ 8.35 МЕЛОДРАМА «ЖЕНСКАЯ ИНТУИЦИЯ» 16+ 11.05 МЕЛОДРАМА «ТРИ СЕСТРЫ». 1-8 СЕРИИ 16+ 19.00 Т/С «ЛЮБОВЬ ПРОТИВ СУДЬБЫ» 16+ 21.55 Х/Ф «НУЛЕВОЙ ЦИКЛ» 16+ 23.55 МЕЛОДРАМА «ТРИ СЕСТРЫ». 1-4 СЕРИИ 16+ 03.25 МЕЛОДРАМА «ЖЕНСКАЯ ИНТУИЦИЯ» 16+ <box>1000 1876 1165 2116</box>
schedule-column <box>292 1286 465 2286</box>
saturday-schedule <box>116 1286 1522 2286</box>
channel-program-list: 5.50 Т/С «ПРИЗРАК В КРИВОМ ЗЕРКАЛЕ» 16+ 9.40, 10.20 Т/С «ЧУЖОЙ РАЙОН - 3» 16+ 10.00, 13.00 НОВОСТИ 13.15 «ДЕЛА СУДЕБНЫЕ» 16+ 16.00, 19.00 НОВОСТИ 16.20 «ДЕЛА СУДЕБНЫЕ» 16+ 17.00 Х/Ф «ОПАСНО ДЛЯ ЖИЗНИ!» 12+ 19.15 «СЛАБОЕ ЗВЕНО» 12+ 20.15 «ИГРА В КИНО» 12+ 21.00 «ВСЕМИРНЫЕ ИГРЫ РАЗУМА» 12+ 21.40 Х/Ф «ТАЙНЫ «ЧЕРНЫХ ДРОЗДОВ» 23.40 Х/Ф «БЕГЛЕЦЫ» 12+ 01.35 Х/Ф «ЯДЫ, ИЛИ ВСЕМИРНАЯ ИСТОРИЯ ОТРАВЛЕНИЙ» 16+ 03.10 Х/Ф «ПРИЕХАЛИ НА КОНКУРС ПОВАРА...» 12+ <box>1177 816 1336 1147</box>
channel-program-list: 4.45 «ЗАФРОНТОВЫЕ РАЗВЕДЧИКИ», Д/С 12+ 5.50 Х/Ф «ОНА ВАС ЛЮБИТ» 7.25 Х/Ф «КОРОЛЬ ДРОЗДОБОРОД» 8.00 НОВОСТИ ДНЯ 8.10 Х/Ф «КОРОЛЬ ДРОЗДОБОРОД», ПРОДОЛЖЕНИЕ 9.00 ЛЕГЕНДЫ МУЗЫКИ 6+ 9.30 «ЛЕГЕНДЫ КИНО» 6+ 10.15 «ЗАГАДКИ ВЕКА» 12+ 11.05 «УЛИКА ИЗ ПРОШЛОГО» 16+ 11.55 «НЕ ФАКТ!» 6+ 12.30 «КРУИЗ-КОНТРОЛЬ» 6+ 13.00 НОВОСТИ ДНЯ 13.15 «СССР. ЗНАК КАЧЕСТВА» 12+ 14.05 «МОРСКОЙ БОЙ» 6+ 15.05 Х/Ф «НАСТОЯТЕЛЬ» 16+ 17.00 Х/Ф «НАСТОЯТЕЛЬ - 2» 16+ 18.00 НОВОСТИ ДНЯ 18.10 «ЗАДЕЛО!» 18.25 Х/Ф «НАСТОЯТЕЛЬ - 2», ПРОДОЛЖЕНИЕ 16+ 19.20 «ЛЕГЕНДАРНЫЕ МАТЧИ». «КУБОК КАНАДЫ 1987. ФИНАЛ. ИГРА ВТОРАЯ» 12+ 22.55 Х/Ф «БЕРЕМ ВСЕ НА СЕБЯ» 6+ 00.30 Т/С «ПАРШИВЫЕ ОВЦЫ» 16+ <box>1000 1322 1163 1834</box>
church-panorama-image <box>652 97 1245 206</box>
channel-logo: ЗВЕЗДА <box>472 1766 637 1793</box>
channel-logo: ЗВЕЗДА <box>1001 1286 1166 1314</box>
issue-info: № 01 (1338) 13.01.2021 <box>1171 190 1394 213</box>
channel-program-list: 5.00 ОРЕЛ И РЕШКА. ПЕРЕЗАГРУЗКА 16+ 7.30 ОРЕЛ И РЕШКА. ЧУДЕСА СВЕТА 16+ 9.00 ОРЕЛ И РЕШКА. ИВЛЕЕВА VS БЕДНЯКОВ 16+ 11.00 МИР НАИЗНАНКУ. КИТАЙ 16+ 21.00 ХУДОЖЕСТВЕННЫЙ ФИЛЬМ «АПГРЕЙД» 16+ 23.00 ХУДОЖЕСТВЕННЫЙ ФИЛЬМ «ХРОНИКИ РИДДИКА» 16+ 01.00 ПЯТНИЦА NEWS 16+ 01.30 ОРЕЛ И РЕШКА. ПЕРЕЗАГРУЗКА 16+ <box>295 831 453 1071</box>
channel-program-list: 5.00 «ИЗВЕСТИЯ» 5.25 Т/С «ПЯТНИЦКИЙ. ГЛАВА ЧЕТВЕРТАЯ» 16+ 9.00 «ИЗВЕСТИЯ» 9.25 Т/С «ПЯТНИЦКИЙ. ГЛАВА ЧЕТВЕРТАЯ» 16+ 13.00 «ИЗВЕСТИЯ» 13.25 Т/С «ЛЕГАВЫЙ - 2» 16+ 17.10 Т/С «ТАКАЯ РАБОТА» 16+ 18.55 Т/С «СЛЕД» 16+ 23.45 СВЕТСКАЯ ХРОНИКА 16+ 00.45 Т/С «СЛЕД» 16+ 01.30 Т/С «ДЕТЕКТИВЫ» 16+ <box>1353 937 1513 1132</box>
schedule-column <box>645 1286 818 2286</box>
channel-logo: УРАЛ <box>649 781 813 809</box>
channel-logo: ОТВ <box>1354 287 1519 315</box>
channel-logo: МИР <box>1177 1842 1342 1869</box>
channel-logo: МИР <box>1177 781 1342 809</box>
channel-logo: НТВ <box>472 1286 637 1314</box>
channel-program-list: 5.15 6 КАДРОВ 16+ 5.40 МУЛЬТФИЛЬМ 5.50 ЕРАЛАШ 6.15 МУЛЬТФИЛЬМЫ 6+ 8.25 ШОУ «УРАЛЬСКИХ ПЕЛЬМЕНЕЙ» 16+ 9.00 ПРОСТО КУХНЯ 12+ 10.00 ШОУ «УРАЛЬСКИХ ПЕЛЬМЕНЕЙ» 16+ 10.40 Х/Ф «ИНСУРГЕНТ» 12+ 13.00 Х/Ф «ДИВЕРГЕНТ. ЗА СТЕНОЙ» 12+ 15.20 Х/Ф «ТЕЛЕПОРТ» 16+ 17.05 М/Ф «КАК ПРИРУЧИТЬ ДРАКОНА» 12+ 19.00 М/Ф «КАК ПРИРУЧИТЬ ДРАКОНА - 2» 21.00 Х/Ф «ВЕЛИКАЯ СТЕНА» 12+ 22.55 Х/Ф «ТРОН. НАСЛЕДИЕ» 12+ 01.20 Х/Ф «НУ, ЗДРАВСТВУЙ, ОКСАНА СОКОЛОВА!» 16+ 03.05 Т/С «УЛЁТНЫЙ ЭКИПАЖ» 12+ <box>119 1785 279 2162</box>
schedule-column <box>821 1286 994 2286</box>
channel-logo: 5 <box>1354 2039 1519 2066</box>
friday-schedule <box>116 287 1522 1212</box>
channel-program-list: 6.30 ВСЕВОЛОД ИВАНОВ «ТАЙНОЕ ТАЙНЫХ» В ПРОГРАММЕ «БИБЛЕЙСКИЙ СЮЖЕТ» 7.05 МУЛЬТФИЛЬМЫ 8.20 Х/Ф «СТОЯНКА ПОЕЗДА - ДВЕ МИНУТЫ» 9.30 Д/С «НЕИЗВЕСТНАЯ». «КРИСТИНА РОБЕРТСОН. НЕИЗВЕСТНАЯ В ГОТИЧЕСКОЙ БЕСЕДКЕ» 9.45 Х/Ф «ПОД СЕВЕРНЫМ СИЯНИЕМ» 11.45 ТЕЛЕВИЗИОННЫЙ МАРАФОН ЮНОШЕСКИХ ОРКЕСТРОВ МИРА 17.50 БОЛЬШЕ, ЧЕМ ЛЮБОВЬ. ИГОРЬ И ИРИНА МОИСЕЕВЫ 18.30 ДМИТРИЙ ПЕВЦОВ. «БАЛЛАДА О ВЫСОЦКОМ». КОНЦЕРТ 20.30 «КАРАВАДЖО. ДУША И КРОВЬ», Д/Ф 22.00 «АГОРА». ТОК-ШОУ С МИХАИЛОМ ШВЫДКИМ 23.00 Х/Ф «ЛЮБОВНИКИ МАРИИ» 16+ 00.45 ЭДМАР КАСТАНЕДА НА МОНРЕАЛЬСКОМ ДЖАЗОВОМ ФЕСТИВАЛЕ 01.35 Д/Ф «СЕРЕНГЕТИ», 3 СЕРИЯ. «НАШЕСТВИЕ» 02.25 МУЛЬТФИЛЬМЫ ДЛЯ ВЗРОСЛЫХ <box>648 1322 811 1834</box>
section-title: ТВ программа <box>208 126 601 192</box>
channel-logo: ЗВЕЗДА <box>1001 287 1166 315</box>
channel-logo: ТНТ 4 <box>824 751 989 778</box>
channel-logo: УРАЛ <box>649 1842 813 1869</box>
day-heading-friday: Пятница [22 января] <box>116 231 1522 270</box>
page-number: 9 <box>1448 98 1498 197</box>
newspaper-logo <box>1171 106 1456 213</box>
schedule-column <box>821 287 994 1212</box>
